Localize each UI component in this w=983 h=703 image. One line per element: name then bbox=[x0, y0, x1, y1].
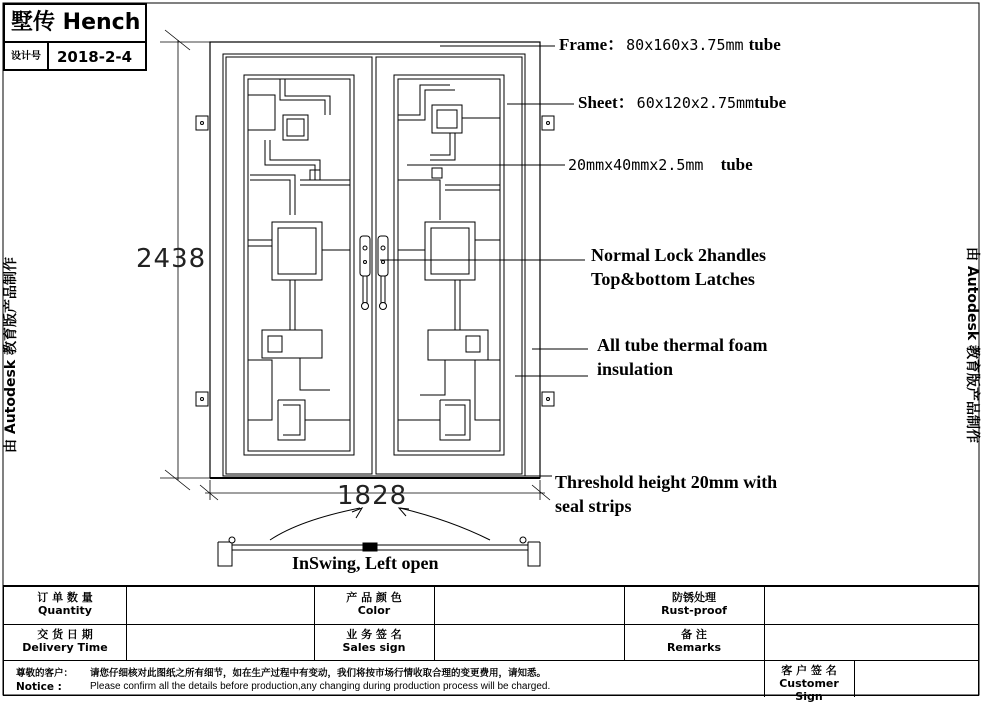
customer-sign-header bbox=[764, 664, 854, 703]
inner-tube-unit: tube bbox=[720, 155, 753, 174]
notice-en: Please confirm all the details before production,any changing during production process will be charged. bbox=[90, 681, 551, 692]
color-cn: 产 品 颜 色 bbox=[346, 591, 402, 604]
right-door-leaf bbox=[376, 57, 522, 474]
title-block bbox=[3, 3, 147, 71]
color-value[interactable] bbox=[434, 587, 624, 624]
inner-tube-annotation bbox=[568, 155, 753, 175]
frame-label: Frame： bbox=[559, 35, 625, 54]
dimension-lines bbox=[160, 30, 550, 500]
customer-cn: 客 户 签 名 bbox=[781, 664, 837, 677]
brand-name: 墅传 Hench bbox=[5, 5, 145, 43]
remarks-en: Remarks bbox=[666, 641, 722, 654]
design-no-value: 2018-2-4 bbox=[57, 48, 133, 66]
foam-line-2: insulation bbox=[597, 359, 674, 379]
threshold-line-2: seal strips bbox=[555, 496, 632, 516]
sales-cn: 业 务 签 名 bbox=[346, 628, 402, 641]
delivery-value[interactable] bbox=[126, 624, 314, 660]
left-door-leaf bbox=[226, 57, 372, 474]
width-dimension: 1828 bbox=[337, 481, 408, 511]
customer-sign-value[interactable] bbox=[854, 660, 978, 696]
color-header bbox=[314, 591, 434, 617]
sheet-label: Sheet： bbox=[578, 93, 635, 112]
notice-cn: 请您仔细核对此图纸之所有细节，如在生产过程中有变动，我们将按市场行情收取合理的变更费用，请知悉。 bbox=[90, 668, 547, 679]
lock-line-2: Top&bottom Latches bbox=[591, 269, 755, 289]
right-watermark: 由 Autodesk 教育版产品制作 bbox=[964, 246, 980, 444]
height-dimension: 2438 bbox=[136, 244, 207, 274]
sales-value[interactable] bbox=[434, 624, 624, 660]
frame-unit: tube bbox=[748, 35, 781, 54]
frame-annotation bbox=[559, 30, 781, 55]
inner-tube-spec: 20mmx40mmx2.5mm bbox=[568, 156, 704, 174]
sheet-annotation bbox=[578, 88, 786, 113]
sales-header bbox=[314, 628, 434, 654]
left-watermark: 由 Autodesk 教育版产品制作 bbox=[3, 256, 19, 454]
quantity-value[interactable] bbox=[126, 587, 314, 624]
foam-annotation bbox=[597, 333, 767, 381]
remarks-cn: 备 注 bbox=[681, 628, 707, 641]
swing-annotation: InSwing, Left open bbox=[292, 553, 439, 573]
door-handles bbox=[360, 236, 388, 310]
lock-line-1: Normal Lock 2handles bbox=[591, 245, 767, 265]
sales-en: Sales sign bbox=[342, 641, 406, 654]
remarks-header bbox=[624, 628, 764, 654]
sheet-spec: 60x120x2.75mm bbox=[636, 94, 755, 112]
rust-cn: 防锈处理 bbox=[672, 591, 716, 604]
quantity-header bbox=[4, 591, 126, 617]
rust-value[interactable] bbox=[764, 587, 978, 624]
right-grille bbox=[398, 85, 500, 440]
foam-line-1: All tube thermal foam bbox=[597, 335, 768, 355]
design-no-label: 设计号 bbox=[5, 43, 49, 71]
color-en: Color bbox=[357, 604, 391, 617]
customer-en: Customer Sign bbox=[779, 677, 839, 703]
quantity-en: Quantity bbox=[38, 604, 92, 617]
delivery-header bbox=[4, 628, 126, 654]
notice-cn-label: 尊敬的客户： bbox=[16, 668, 74, 679]
sheet-unit: tube bbox=[754, 93, 787, 112]
threshold-line-1: Threshold height 20mm with bbox=[555, 472, 778, 492]
threshold-annotation bbox=[555, 470, 777, 518]
frame-spec: 80x160x3.75mm bbox=[626, 36, 744, 54]
notice-en-label: Notice : bbox=[16, 681, 62, 693]
remarks-value[interactable] bbox=[764, 624, 978, 660]
order-info-table bbox=[3, 585, 979, 703]
rust-en: Rust-proof bbox=[661, 604, 727, 617]
quantity-cn: 订 单 数 量 bbox=[37, 591, 93, 604]
left-grille bbox=[248, 79, 350, 440]
leader-lines bbox=[380, 46, 588, 476]
delivery-en: Delivery Time bbox=[22, 641, 108, 654]
rust-header bbox=[624, 591, 764, 617]
lock-annotation bbox=[591, 243, 766, 291]
delivery-cn: 交 货 日 期 bbox=[37, 628, 93, 641]
